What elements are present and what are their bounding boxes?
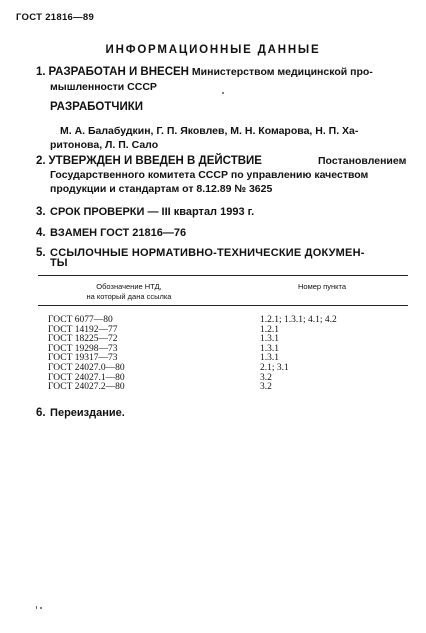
table-header-document	[44, 282, 214, 302]
section-3	[36, 202, 254, 220]
table-row-item: 1.3.1	[260, 334, 279, 345]
table-row-doc: ГОСТ 18225—72	[48, 334, 118, 345]
section-5-heading-cont: ТЫ	[50, 257, 68, 269]
section-2-text: Постановлением	[318, 155, 407, 167]
table-row-doc: ГОСТ 6077—80	[48, 315, 113, 325]
section-1-heading: РАЗРАБОТАН И ВНЕСЕН	[48, 66, 189, 78]
table-row-doc: ГОСТ 24027.0—80	[48, 362, 125, 373]
table-row-item: 1.2.1; 1.3.1; 4.1; 4.2	[260, 315, 337, 325]
table-row-item: 1.3.1	[260, 343, 279, 354]
table-header-document-line-1: Обозначение НТД,	[96, 282, 162, 291]
table-header-item: Номер пункта	[297, 282, 346, 291]
table-item-column	[260, 316, 337, 393]
table-row-doc: ГОСТ 24027.1—80	[48, 372, 125, 383]
developers-line-1: М. А. Балабудкин, Г. П. Яковлев, М. Н. Комарова, Н. П. Ха-	[60, 125, 359, 137]
section-3-number: 3.	[36, 206, 46, 218]
table-row-item: 1.2.1	[260, 324, 279, 335]
section-1-text: Министерством медицинской про-	[191, 66, 373, 78]
section-4	[36, 223, 186, 241]
document-header: ГОСТ 21816—89	[16, 12, 95, 23]
section-5-heading: ССЫЛОЧНЫЕ НОРМАТИВНО-ТЕХНИЧЕСКИЕ ДОКУМЕН-	[50, 247, 365, 259]
scan-speck	[36, 606, 37, 609]
table-top-rule	[38, 275, 408, 276]
table-row-item: 2.1; 3.1	[260, 362, 289, 373]
developers-heading: РАЗРАБОТЧИКИ	[50, 101, 143, 113]
section-1-number: 1.	[36, 66, 46, 78]
section-2-heading: УТВЕРЖДЕН И ВВЕДЕН В ДЕЙСТВИЕ	[48, 155, 262, 167]
table-row-item: 1.3.1	[260, 353, 279, 364]
table-row-item: 3.2	[260, 372, 272, 383]
scan-speck	[40, 607, 42, 609]
page-title: ИНФОРМАЦИОННЫЕ ДАННЫЕ	[105, 44, 321, 56]
section-6-text: Переиздание.	[50, 407, 125, 419]
section-4-heading: ВЗАМЕН ГОСТ 21816—76	[50, 227, 187, 239]
developers-line-2: ритонова, Л. П. Сало	[50, 139, 159, 151]
table-row-item: 3.2	[260, 382, 272, 393]
table-row-doc: ГОСТ 14192—77	[48, 324, 118, 335]
table-row-doc: ГОСТ 19298—73	[48, 343, 118, 354]
table-doc-column	[48, 316, 125, 393]
section-5-number: 5.	[36, 247, 46, 259]
speck	[222, 92, 224, 94]
table-row-doc: ГОСТ 24027.2—80	[48, 382, 125, 393]
section-5	[36, 243, 365, 261]
table-header-rule	[38, 305, 408, 306]
section-6	[36, 403, 125, 421]
section-6-number: 6.	[36, 407, 46, 419]
section-2-text-line-3: продукции и стандартам от 8.12.89 № 3625	[50, 183, 273, 195]
section-2	[36, 155, 262, 167]
section-1-text-cont: мышленности СССР	[50, 81, 157, 93]
section-1	[36, 66, 373, 78]
section-2-number: 2.	[36, 155, 46, 167]
section-3-heading: СРОК ПРОВЕРКИ — III квартал 1993 г.	[50, 206, 255, 218]
section-4-number: 4.	[36, 227, 46, 239]
table-row-doc: ГОСТ 19317—73	[48, 353, 118, 364]
section-2-text-line-2: Государственного комитета СССР по управлению качеством	[50, 169, 369, 181]
table-header-document-line-2: на который дана ссылка	[86, 292, 172, 301]
